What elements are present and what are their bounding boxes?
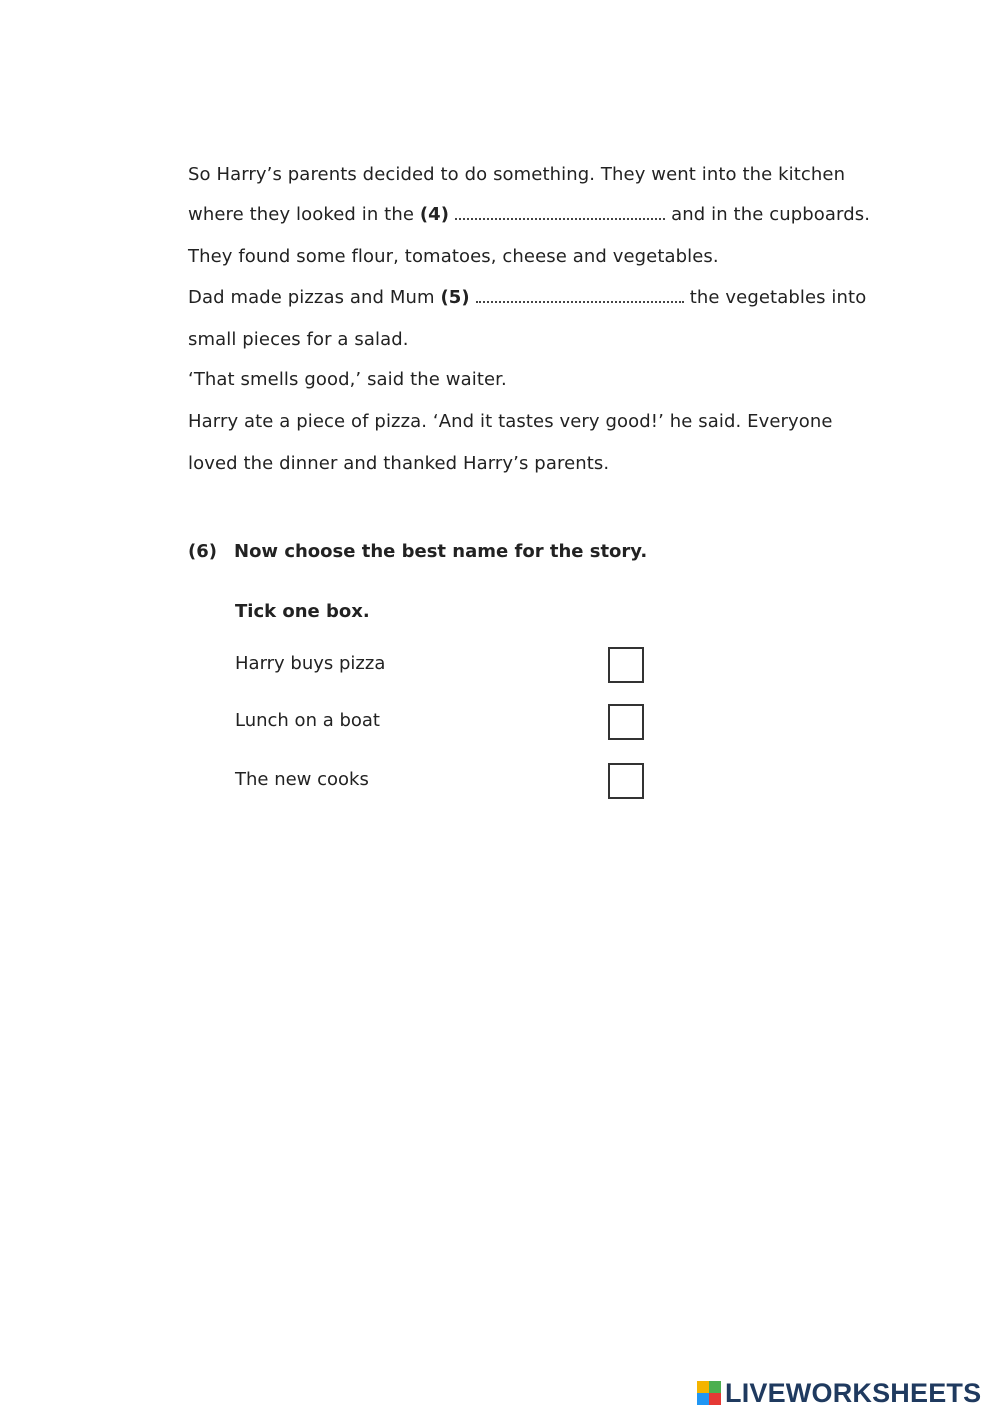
gap-number-4: (4) (419, 204, 450, 225)
story-text: loved the dinner and thanked Harry’s parents. (188, 453, 610, 474)
story-line-4 (188, 287, 866, 309)
option-checkbox-1[interactable] (608, 647, 644, 683)
option-label-3: The new cooks (235, 769, 369, 790)
liveworksheets-logo-icon (697, 1381, 721, 1405)
story-text: Harry ate a piece of pizza. ‘And it tastes very good!’ he said. Everyone (188, 411, 833, 432)
liveworksheets-logo (697, 1377, 981, 1409)
story-line-7 (188, 411, 833, 433)
story-line-5 (188, 329, 409, 351)
story-line-2 (188, 204, 870, 226)
answer-blank-4[interactable] (455, 204, 665, 220)
option-label-2: Lunch on a boat (235, 710, 380, 731)
story-text: They found some flour, tomatoes, cheese and vegetables. (188, 246, 719, 267)
story-text: Dad made pizzas and Mum (188, 287, 435, 308)
logo-text: LIVEWORKSHEETS (725, 1377, 982, 1408)
story-text: So Harry’s parents decided to do something. They went into the kitchen (188, 164, 846, 185)
option-checkbox-3[interactable] (608, 763, 644, 799)
option-checkbox-2[interactable] (608, 704, 644, 740)
story-text: ‘That smells good,’ said the waiter. (188, 369, 507, 390)
gap-number-5: (5) (440, 287, 470, 308)
answer-blank-5[interactable] (476, 287, 684, 303)
story-line-8 (188, 453, 609, 475)
story-line-1 (188, 164, 845, 186)
story-text: and in the cupboards. (671, 204, 871, 225)
story-text: small pieces for a salad. (188, 329, 409, 350)
question-number: (6) (188, 541, 217, 562)
option-label-1: Harry buys pizza (235, 653, 386, 674)
story-text: the vegetables into (689, 287, 867, 308)
tick-instruction: Tick one box. (235, 601, 370, 622)
question-6-heading (188, 541, 647, 562)
story-line-3 (188, 246, 719, 268)
question-prompt: Now choose the best name for the story. (234, 541, 648, 562)
story-line-6 (188, 369, 507, 391)
story-text: where they looked in the (188, 204, 415, 225)
